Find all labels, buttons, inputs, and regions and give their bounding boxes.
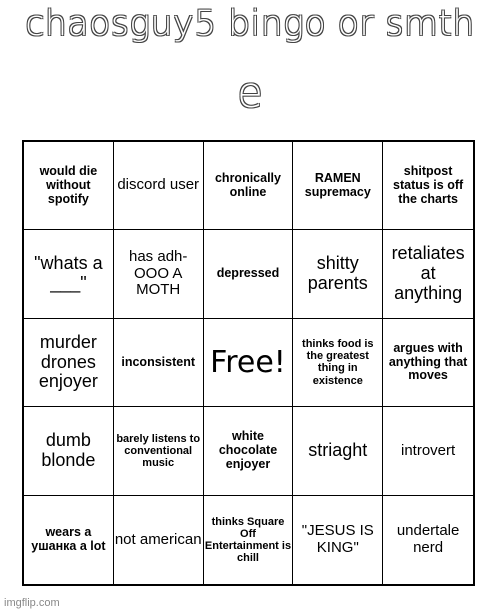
bingo-cell[interactable] — [114, 230, 204, 318]
bingo-cell[interactable] — [204, 407, 294, 495]
cell-label: dumb blonde — [41, 430, 96, 470]
cell-label: barely listens to conventional music — [116, 432, 201, 469]
bingo-cell[interactable] — [383, 407, 473, 495]
cell-label: RAMEN supremacy — [304, 170, 371, 199]
bingo-cell[interactable] — [383, 496, 473, 584]
cell-label: murder drones enjoyer — [38, 331, 98, 392]
cell-label: would die without spotify — [39, 164, 98, 206]
cell-label: "JESUS IS KING" — [301, 522, 374, 556]
bingo-cell[interactable] — [24, 319, 114, 407]
cell-label: shitpost status is off the charts — [393, 164, 464, 206]
cell-label: argues with anything that moves — [388, 340, 468, 383]
bingo-cell[interactable] — [114, 319, 204, 407]
cell-label: "whats a ___" — [34, 253, 103, 294]
cell-label: introvert — [401, 441, 456, 459]
bingo-cell[interactable] — [383, 319, 473, 407]
bingo-cell[interactable] — [114, 142, 204, 230]
bingo-cell[interactable] — [204, 142, 294, 230]
cell-label: striaght — [308, 439, 368, 460]
bingo-cell[interactable] — [293, 407, 383, 495]
page-title: chaosguy5 bingo or smth — [25, 4, 475, 44]
imgflip-watermark: imgflip.com — [4, 597, 60, 609]
cell-label: discord user — [117, 176, 200, 194]
cell-label: undertale nerd — [396, 522, 460, 556]
cell-label: chronically online — [214, 170, 281, 199]
bingo-cell[interactable] — [24, 230, 114, 318]
page-subtitle: e — [237, 68, 263, 117]
cell-label: has adh- OOO A MOTH — [129, 248, 188, 299]
bingo-cell-free[interactable] — [204, 319, 294, 407]
bingo-cell[interactable] — [114, 496, 204, 584]
cell-label: shitty parents — [307, 253, 368, 294]
bingo-cell[interactable] — [204, 230, 294, 318]
bingo-cell[interactable] — [383, 142, 473, 230]
cell-label: thinks Square Off Entertainment is chill — [204, 515, 292, 564]
cell-label: wears a ушанка a lot — [31, 525, 106, 553]
bingo-cell[interactable] — [383, 230, 473, 318]
cell-label: white chocolate enjoyer — [218, 429, 278, 471]
free-space-label: Free! — [210, 344, 286, 380]
bingo-cell[interactable] — [293, 496, 383, 584]
bingo-cell[interactable] — [293, 230, 383, 318]
cell-label: retaliates at anything — [391, 243, 465, 303]
bingo-cell[interactable] — [24, 496, 114, 584]
cell-label: thinks food is the greatest thing in existence — [302, 338, 374, 387]
bingo-cell[interactable] — [24, 407, 114, 495]
bingo-cell[interactable] — [204, 496, 294, 584]
cell-label: inconsistent — [121, 354, 195, 369]
bingo-cell[interactable] — [24, 142, 114, 230]
bingo-cell[interactable] — [293, 319, 383, 407]
bingo-cell[interactable] — [293, 142, 383, 230]
cell-label: not american — [114, 530, 202, 548]
cell-label: depressed — [216, 266, 280, 281]
bingo-cell[interactable] — [114, 407, 204, 495]
bingo-grid — [22, 140, 475, 586]
